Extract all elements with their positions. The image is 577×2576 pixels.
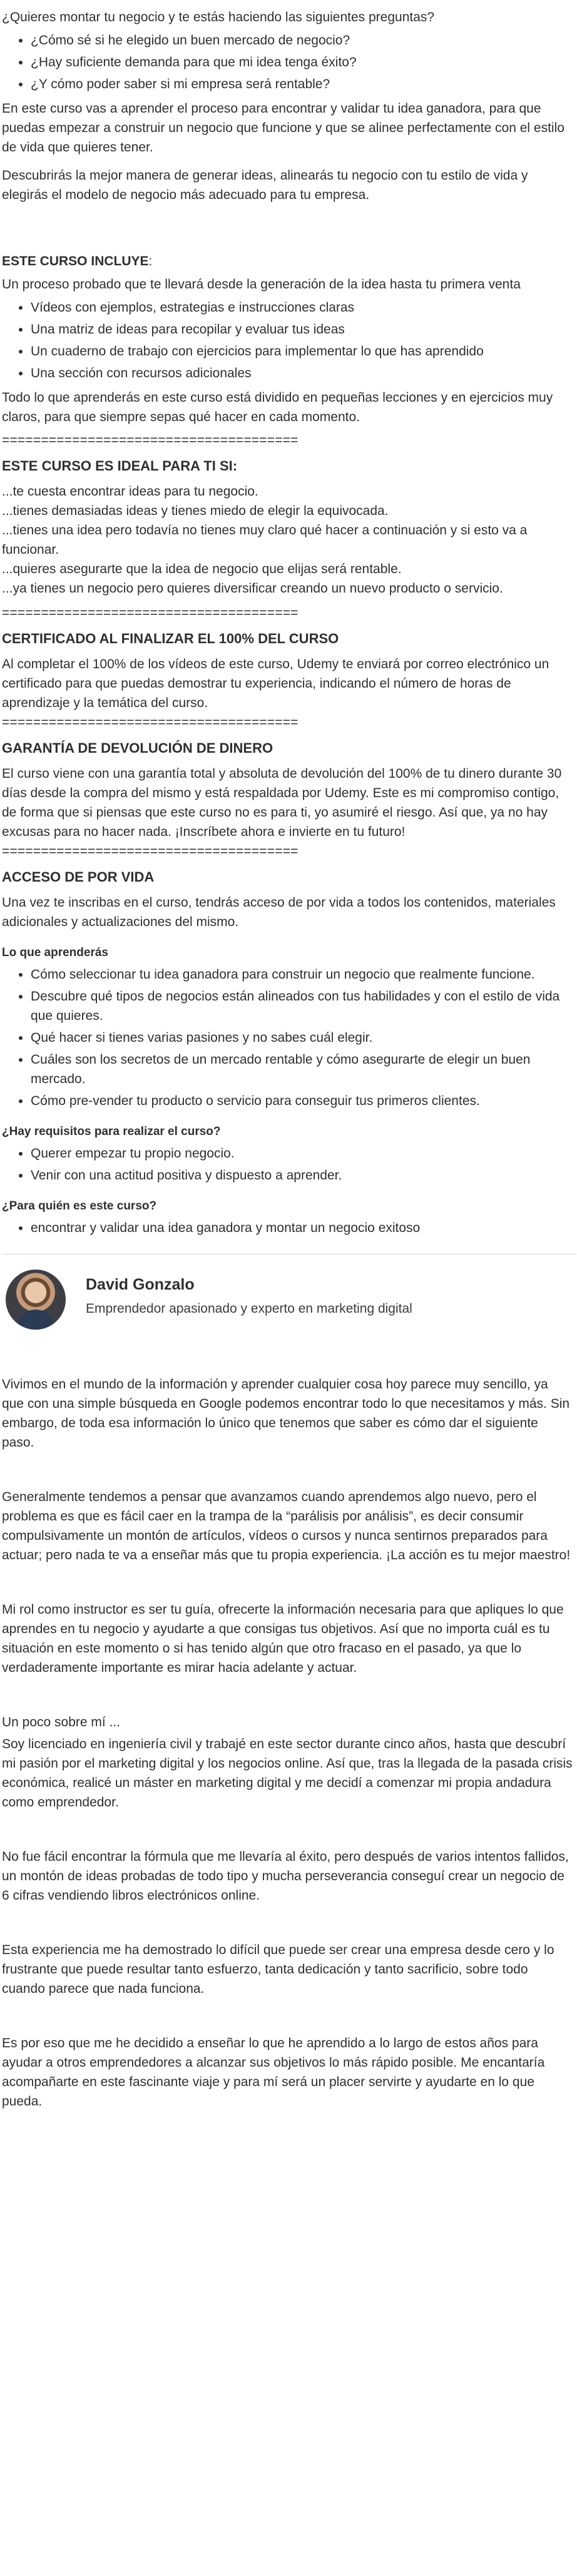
list-item: • Querer empezar tu propio negocio.	[31, 1144, 573, 1163]
bio-paragraph: Vivimos en el mundo de la información y aprender cualquier cosa hoy parece muy sencillo, ya que con una simple búsqueda en Google podemos encontrar todo lo que necesitamos y más. Sin embargo, de toda esa información lo único que tenemos que saber es cómo dar el siguiente paso.	[2, 1377, 570, 1450]
list-item: • ¿Hay suficiente demanda para que mi idea tenga éxito?	[31, 53, 573, 72]
instructor-title: Emprendedor apasionado y experto en marketing digital	[86, 1301, 412, 1316]
requirements-heading: ¿Hay requisitos para realizar el curso?	[2, 1125, 221, 1138]
bio-paragraph: Es por eso que me he decidido a enseñar lo que he aprendido a lo largo de estos años para ayudar a otros emprendedores a alcanzar sus objetivos lo más rápido posible. Me encantaría acompañarte en este fascinante viaje y para mí será un placer servirte y ayudarte en lo que pueda.	[2, 2036, 545, 2109]
separator: ======================================	[2, 433, 299, 447]
guarantee-heading: GARANTÍA DE DEVOLUCIÓN DE DINERO	[2, 740, 273, 756]
intro-paragraph: Descubrirás la mejor manera de generar ideas, alinearás tu negocio con tu estilo de vida y elegirás el modelo de negocio más adecuado para tu empresa.	[2, 168, 528, 202]
ideal-line: ...quieres asegurarte que la idea de negocio que elijas será rentable.	[2, 562, 402, 576]
audience-list	[2, 1218, 573, 1238]
intro-question: ¿Quieres montar tu negocio y te estás haciendo las siguientes preguntas?	[2, 10, 435, 24]
bio-paragraph: No fue fácil encontrar la fórmula que me llevaría al éxito, pero después de varios intentos fallidos, un montón de ideas probadas de todo tipo y mucha perseverancia conseguí crear un negocio de 6 cifras vendiendo libros electrónicos online.	[2, 1850, 569, 1903]
divider	[2, 1254, 576, 1255]
ideal-line: ...tienes una idea pero todavía no tienes muy claro qué hacer a continuación y si esto va a funcionar.	[2, 523, 528, 557]
ideal-line: ...te cuesta encontrar ideas para tu negocio.	[2, 484, 258, 499]
requirements-list	[2, 1144, 573, 1185]
bio-paragraph: Generalmente tendemos a pensar que avanzamos cuando aprendemos algo nuevo, pero el problema es que es fácil caer en la trampa de la “parálisis por análisis”, es decir consumir compulsivamente un montón de artículos, vídeos o cursos y nunca sentirnos preparados para actuar; pero nada te va a enseñar más que tu propia experiencia. ¡La acción es tu mejor maestro!	[2, 1490, 571, 1562]
intro-paragraph: En este curso vas a aprender el proceso para encontrar y validar tu idea ganadora, para que puedas empezar a construir un negocio que funcione y que se alinee perfectamente con el estilo de vida que quieres tener.	[2, 101, 564, 155]
includes-closing: Todo lo que aprenderás en este curso está dividido en pequeñas lecciones y en ejercicios muy claros, para que siempre sepas qué hacer en cada momento.	[2, 390, 553, 424]
bio-paragraph: Esta experiencia me ha demostrado lo difícil que puede ser crear una empresa desde cero y lo frustrante que puede resultar tanto esfuerzo, tanta dedicación y tanto sacrificio, sobre todo cuando parece que nada funciona.	[2, 1943, 554, 1996]
list-item: • Cuáles son los secretos de un mercado rentable y cómo asegurarte de elegir un buen mercado.	[31, 1050, 573, 1089]
list-item: • encontrar y validar una idea ganadora y montar un negocio exitoso	[31, 1218, 573, 1238]
ideal-line: ...tienes demasiadas ideas y tienes miedo de elegir la equivocada.	[2, 504, 389, 518]
instructor-card	[2, 1270, 573, 1330]
list-item: • ¿Y cómo poder saber si mi empresa será rentable?	[31, 74, 573, 94]
intro-questions-list	[2, 31, 573, 94]
list-item: • Cómo pre-vender tu producto o servicio para conseguir tus primeros clientes.	[31, 1091, 573, 1111]
list-item: • Qué hacer si tienes varias pasiones y no sabes cuál elegir.	[31, 1028, 573, 1047]
lifetime-text: Una vez te inscribas en el curso, tendrás acceso de por vida a todos los contenidos, materiales adicionales y actualizaciones del mismo.	[2, 895, 556, 929]
includes-heading: ESTE CURSO INCLUYE:	[2, 254, 153, 268]
list-item: • Venir con una actitud positiva y dispuesto a aprender.	[31, 1166, 573, 1185]
includes-lead: Un proceso probado que te llevará desde la generación de la idea hasta tu primera venta	[2, 277, 521, 292]
list-item: • Descubre qué tipos de negocios están alineados con tus habilidades y con el estilo de vida que quieres.	[31, 987, 573, 1026]
ideal-heading: ESTE CURSO ES IDEAL PARA TI SI:	[2, 458, 238, 474]
certificate-text: Al completar el 100% de los vídeos de este curso, Udemy te enviará por correo electrónico un certificado para que puedas demostrar tu experiencia, indicando el número de horas de aprendizaje y la temática del curso.	[2, 657, 549, 710]
list-item: • Una matriz de ideas para recopilar y evaluar tus ideas	[31, 320, 573, 339]
separator: ======================================	[2, 715, 299, 730]
learn-heading: Lo que aprenderás	[2, 946, 108, 959]
bio-paragraph: Soy licenciado en ingeniería civil y trabajé en este sector durante cinco años, hasta que descubrí mi pasión por el marketing digital y los negocios online. Así que, tras la llegada de la pasada crisis económica, realicé un máster en marketing digital y me decidí a comenzar mi propia andadura como emprendedor.	[2, 1737, 573, 1810]
instructor-name[interactable]: David Gonzalo	[86, 1276, 195, 1293]
learn-list	[2, 965, 573, 1111]
list-item: • Cómo seleccionar tu idea ganadora para construir un negocio que realmente funcione.	[31, 965, 573, 984]
audience-heading: ¿Para quién es este curso?	[2, 1199, 157, 1213]
separator: ======================================	[2, 844, 299, 858]
list-item: • Un cuaderno de trabajo con ejercicios para implementar lo que has aprendido	[31, 342, 573, 361]
lifetime-heading: ACCESO DE POR VIDA	[2, 869, 155, 885]
list-item: • Vídeos con ejemplos, estrategias e instrucciones claras	[31, 298, 573, 317]
certificate-heading: CERTIFICADO AL FINALIZAR EL 100% DEL CURSO	[2, 631, 339, 646]
includes-list	[2, 298, 573, 383]
avatar[interactable]	[6, 1270, 66, 1330]
list-item: • ¿Cómo sé si he elegido un buen mercado de negocio?	[31, 31, 573, 50]
guarantee-text: El curso viene con una garantía total y absoluta de devolución del 100% de tu dinero durante 30 días desde la compra del mismo y está respaldada por Udemy. Este es mi compromiso contigo, de forma que si piensas que este curso no es para ti, yo asumiré el riesgo. Así que, ya no hay excusas para no hacer nada. ¡Inscríbete ahora e invierte en tu futuro!	[2, 766, 562, 839]
bio-subheading: Un poco sobre mí ...	[2, 1715, 121, 1729]
ideal-line: ...ya tienes un negocio pero quieres diversificar creando un nuevo producto o servicio.	[2, 581, 503, 596]
list-item: • Una sección con recursos adicionales	[31, 364, 573, 383]
bio-paragraph: Mi rol como instructor es ser tu guía, ofrecerte la información necesaria para que apliques lo que aprendes en tu negocio y ayudarte a que consigas tus objetivos. Así que no importa cuál es tu situación en este momento o si has tenido algún que otro fracaso en el pasado, ya que lo verdaderamente importante es mirar hacia adelante y actuar.	[2, 1602, 564, 1675]
separator: ======================================	[2, 606, 299, 620]
instructor-bio	[2, 1375, 573, 2111]
